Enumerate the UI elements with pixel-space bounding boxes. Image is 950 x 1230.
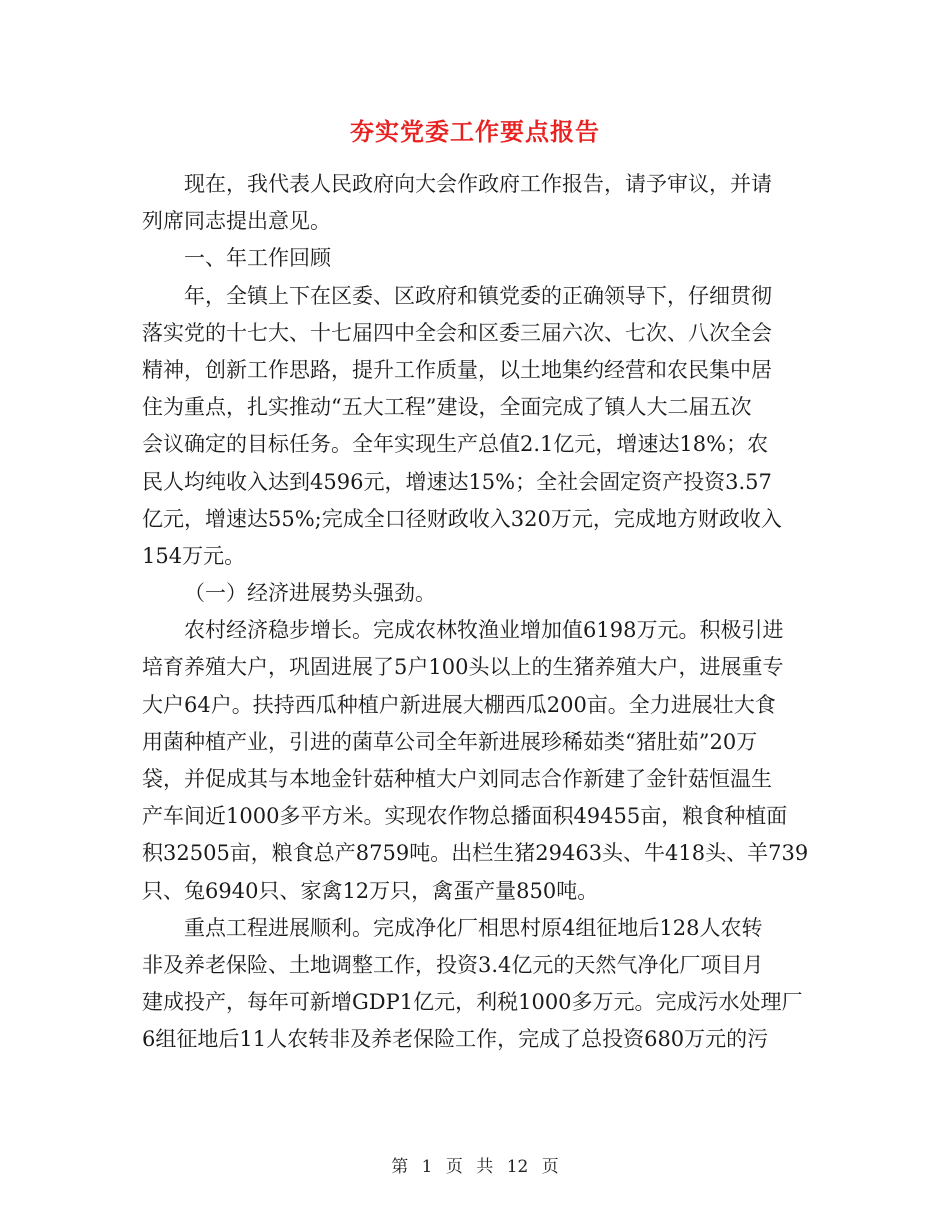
page-footer (0, 1152, 950, 1177)
paragraph-line: 6组征地后11人农转非及养老保险工作，完成了总投资680万元的污 (142, 1027, 769, 1052)
paragraph-line: 用菌种植产业，引进的菌草公司全年新进展珍稀茹类“猪肚茹”20万 (142, 729, 758, 754)
page-total: 12 (506, 1157, 529, 1177)
paragraph-line: 亿元，增速达55%;完成全口径财政收入320万元，完成地方财政收入 (142, 506, 782, 531)
paragraph-line: 积32505亩，粮食总产8759吨。出栏生猪29463头、牛418头、羊739 (142, 841, 809, 866)
page-label-prefix: 第 (391, 1157, 409, 1177)
paragraph-line: 农村经济稳步增长。完成农林牧渔业增加值6198万元。积极引进 (184, 618, 784, 643)
paragraph-line: 精神，创新工作思路，提升工作质量，以土地集约经营和农民集中居 (142, 357, 772, 382)
document-body (142, 166, 814, 1059)
section-heading: 一、年工作回顾 (184, 246, 331, 271)
page-label-mid: 页 (445, 1157, 463, 1177)
paragraph-line: 培育养殖大户，巩固进展了5户100头以上的生猪养殖大户，进展重专 (142, 655, 784, 680)
paragraph-line: 现在，我代表人民政府向大会作政府工作报告，请予审议，并请 (184, 172, 772, 196)
page-label-total-prefix: 共 (476, 1157, 494, 1177)
paragraph-line: 154万元。 (142, 543, 246, 568)
paragraph-line: 会议确定的目标任务。全年实现生产总值2.1亿元，增速达18%；农 (142, 432, 769, 457)
page-current: 1 (421, 1157, 433, 1177)
paragraph-line: 非及养老保险、土地调整工作，投资3.4亿元的天然气净化厂项目月 (142, 952, 764, 977)
paragraph-line: 袋，并促成其与本地金针菇种植大户刘同志合作新建了金针菇恒温生 (142, 767, 772, 791)
paragraph-line: 列席同志提出意见。 (142, 209, 331, 234)
document-title: 夯实党委工作要点报告 (350, 117, 600, 146)
paragraph-line: 产车间近1000多平方米。实现农作物总播面积49455亩，粮食种植面 (142, 804, 788, 829)
paragraph-line: 住为重点，扎实推动“五大工程”建设，全面完成了镇人大二届五次 (142, 395, 752, 420)
paragraph-line: 重点工程进展顺利。完成净化厂相思村原4组征地后128人农转 (184, 915, 763, 940)
paragraph-line: 落实党的十七大、十七届四中全会和区委三届六次、七次、八次全会 (142, 320, 772, 345)
page-label-suffix: 页 (541, 1157, 559, 1177)
paragraph-line: 大户64户。扶持西瓜种植户新进展大棚西瓜200亩。全力进展壮大食 (142, 692, 776, 717)
paragraph-line: 建成投产，每年可新增GDP1亿元，利税1000多万元。完成污水处理厂 (142, 990, 803, 1015)
paragraph-line: 年，全镇上下在区委、区政府和镇党委的正确领导下，仔细贯彻 (184, 283, 772, 308)
paragraph-line: 只、兔6940只、家禽12万只，禽蛋产量850吨。 (142, 878, 599, 903)
paragraph-line: 民人均纯收入达到4596元，增速达15%；全社会固定资产投资3.57 (142, 469, 772, 494)
subsection-heading: （一）经济进展势头强劲。 (184, 581, 436, 606)
